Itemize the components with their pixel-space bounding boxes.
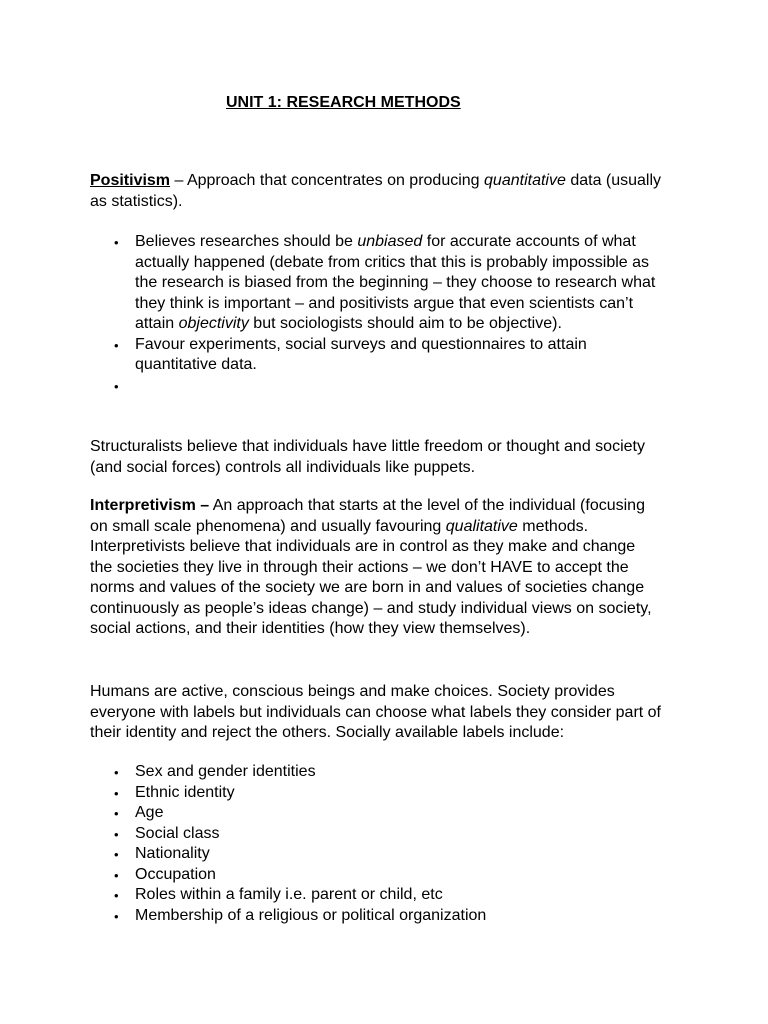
bullet1-text-b: for accurate accounts of what actually happened (debate from critics that this is probably impossible as the research is biased from the beginning – they choose to research what they think is important – and positivists argue that even scientists can’t attain <box>135 233 656 332</box>
interpretivism-paragraph <box>90 496 660 640</box>
page-title: UNIT 1: RESEARCH METHODS <box>226 94 461 111</box>
positivism-def-b: data (usually as statistics). <box>90 172 662 210</box>
interpretivism-em: qualitative <box>445 517 518 535</box>
list-item: • Occupation <box>90 865 690 886</box>
bullet2-text: Favour experiments, social surveys and questionnaires to attain quantitative data. <box>135 335 587 373</box>
interpretivism-text-a: An approach that starts at the level of the individual (focusing on small scale phenomena) and usually favouring <box>90 497 645 535</box>
list-item: • Sex and gender identities <box>90 762 690 783</box>
positivism-term: Positivism <box>90 172 171 189</box>
interpretivism-text-b: methods. Interpretivists believe that individuals are in control as they make and change the societies they live in through their actions – we don’t HAVE to accept the norms and values of the society we are born in and values of societies change continuously as people’s ideas change) – and study individual views on society, social actions, and their identities (how they view themselves). <box>90 517 652 637</box>
structuralists-paragraph: Structuralists believe that individuals have little freedom or thought and society (and social forces) controls all individuals like puppets. <box>90 438 645 476</box>
bullet1-text-c: but sociologists should aim to be objective). <box>248 315 562 332</box>
list-item <box>90 232 670 335</box>
humans-paragraph: Humans are active, conscious beings and make choices. Society provides everyone with labels but individuals can choose what labels they consider part of their identity and reject the others. Socially available labels include: <box>90 683 661 741</box>
list-item-empty <box>90 376 670 397</box>
positivism-def-a: – Approach that concentrates on producing <box>170 172 485 189</box>
list-item: • Nationality <box>90 844 690 865</box>
positivism-def-em: quantitative <box>484 172 566 189</box>
list-item: • Roles within a family i.e. parent or child, etc <box>90 885 690 906</box>
positivism-paragraph <box>90 171 670 212</box>
bullet1-em-unbiased: unbiased <box>357 233 423 250</box>
list-item: • Membership of a religious or political organization <box>90 906 690 927</box>
list-item: • Ethnic identity <box>90 783 690 804</box>
list-item <box>90 335 670 376</box>
interpretivism-term: Interpretivism – <box>90 497 210 514</box>
labels-list <box>90 762 690 926</box>
list-item: • Social class <box>90 824 690 845</box>
bullet1-text-a: Believes researches should be <box>135 233 358 250</box>
positivism-list <box>90 232 670 396</box>
list-item: • Age <box>90 803 690 824</box>
bullet1-em-objectivity: objectivity <box>178 315 249 332</box>
